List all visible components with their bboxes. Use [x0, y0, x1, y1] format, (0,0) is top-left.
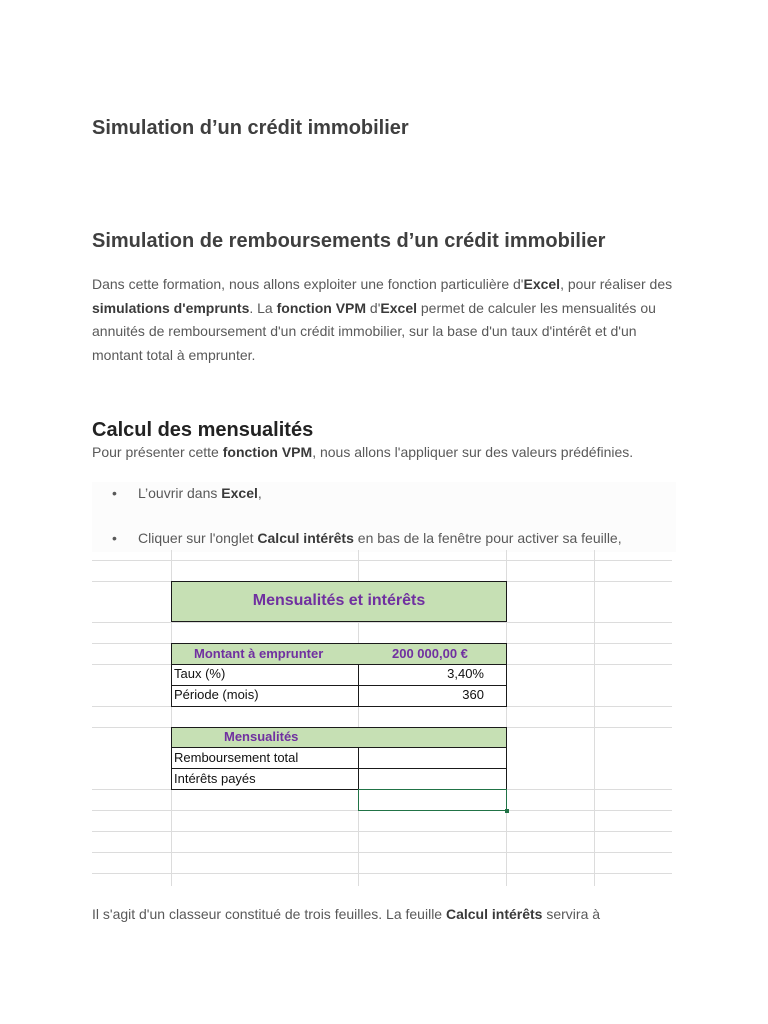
- list-item: • Cliquer sur l'onglet Calcul intérêts en bas de la fenêtre pour activer sa feuille,: [112, 530, 622, 546]
- grid-line: [92, 622, 672, 623]
- amount-label: Montant à emprunter: [194, 646, 324, 661]
- interest-label: Intérêts payés: [174, 771, 256, 786]
- row-divider: [172, 664, 506, 665]
- fill-handle[interactable]: [505, 809, 509, 813]
- row-divider: [172, 747, 506, 748]
- column-divider: [358, 664, 359, 706]
- section-heading-remboursements: Simulation de remboursements d’un crédit immobilier: [92, 230, 606, 252]
- grid-line: [92, 560, 672, 561]
- mensualites-header-fill: [172, 728, 506, 747]
- section-heading-mensualites: Calcul des mensualités: [92, 419, 314, 441]
- list-item: • L’ouvrir dans Excel,: [112, 485, 262, 501]
- sheet-title: Mensualités et intérêts: [252, 592, 426, 609]
- grid-line: [594, 550, 595, 886]
- period-value: 360: [462, 687, 484, 702]
- intro-paragraph: Dans cette formation, nous allons exploiter une fonction particulière d'Excel, pour réaliser des simulations d'emprunts. La fonction VPM d'Excel permet de calculer les mensualités ou annuités de remboursement d'un crédit immobilier, sur la base d'un taux d'intérêt et d'un montant total à emprunter.: [92, 276, 673, 363]
- rate-label: Taux (%): [174, 666, 226, 681]
- spreadsheet-image: [92, 550, 672, 886]
- bullet-icon: •: [112, 530, 117, 546]
- grid-line: [92, 852, 672, 853]
- closing-paragraph: Il s'agit d'un classeur constitué de trois feuilles. La feuille Calcul intérêts servira à: [92, 906, 601, 922]
- total-label: Remboursement total: [174, 750, 299, 765]
- mensualites-paragraph: Pour présenter cette fonction VPM, nous allons l'appliquer sur des valeurs prédéfinies.: [92, 444, 634, 460]
- bullet-icon: •: [112, 485, 117, 501]
- period-label: Période (mois): [174, 687, 259, 702]
- page-title: Simulation d’un crédit immobilier: [92, 117, 409, 139]
- selected-cell[interactable]: [358, 789, 507, 811]
- grid-line: [92, 831, 672, 832]
- amount-value: 200 000,00 €: [392, 646, 468, 661]
- row-divider: [172, 685, 506, 686]
- grid-line: [92, 873, 672, 874]
- row-divider: [172, 768, 506, 769]
- rate-value: 3,40%: [447, 666, 484, 681]
- mensualites-header: Mensualités: [224, 729, 299, 744]
- column-divider: [358, 747, 359, 789]
